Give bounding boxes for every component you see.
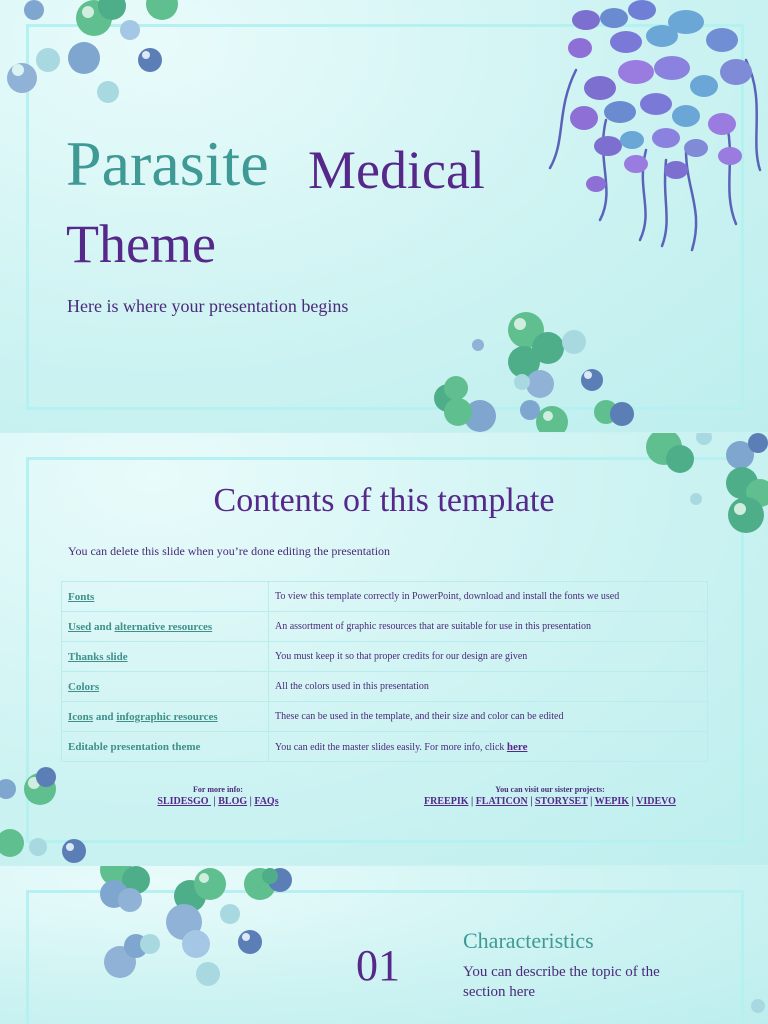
resource-description: You must keep it so that proper credits for our design are given (269, 642, 708, 672)
cover-slide (0, 0, 768, 432)
resource-name-cell (62, 582, 269, 612)
link-separator: | (527, 796, 535, 807)
bubbles-contents-bottom-left (0, 763, 100, 865)
bubbles-bottom-right-decoration (410, 300, 640, 432)
resource-description: These can be used in the template, and their size and color can be edited (269, 702, 708, 732)
link-separator: | (587, 796, 595, 807)
more-info-block (138, 785, 298, 807)
table-row (62, 612, 708, 642)
bubble-small-decoration (748, 994, 768, 1024)
fonts-link[interactable]: Fonts (68, 590, 95, 603)
resource-name-cell (62, 612, 269, 642)
editable-theme-label: Editable presentation theme (68, 740, 201, 753)
resource-description-cell (269, 732, 708, 762)
used-link[interactable]: Used (68, 620, 92, 633)
link-separator: | (629, 796, 637, 807)
icons-link[interactable]: Icons (68, 710, 94, 723)
and-text: and (91, 620, 115, 633)
resource-description: You can edit the master slides easily. For more info, click (275, 741, 507, 753)
cover-title-part3: Theme (66, 214, 216, 274)
freepik-link[interactable]: FREEPIK (424, 796, 469, 807)
and-text: and (93, 710, 117, 723)
resource-name-cell (62, 672, 269, 702)
cover-subtitle: Here is where your presentation begins (67, 296, 349, 316)
resource-name-cell (62, 732, 269, 762)
more-info-links (138, 796, 298, 807)
section-title: Characteristics (463, 928, 594, 953)
wepik-link[interactable]: WEPIK (594, 796, 630, 807)
section-description: You can describe the topic of the section here (463, 964, 660, 1000)
link-separator: | (211, 796, 219, 807)
resource-name-cell (62, 702, 269, 732)
resources-table (61, 581, 708, 762)
bubbles-top-left-decoration (0, 0, 200, 110)
alternative-resources-link[interactable]: alternative resources (114, 620, 213, 633)
contents-subtitle: You can delete this slide when you’re done editing the presentation (68, 544, 391, 558)
table-row (62, 642, 708, 672)
infographic-resources-link[interactable]: infographic resources (116, 710, 218, 723)
resource-name-cell (62, 642, 269, 672)
sister-projects-heading: You can visit our sister projects: (495, 785, 605, 794)
here-link[interactable]: here (506, 740, 528, 753)
table-row (62, 702, 708, 732)
faqs-link[interactable]: FAQs (254, 796, 279, 807)
link-separator: | (247, 796, 255, 807)
link-separator: | (468, 796, 476, 807)
slidesgo-link[interactable]: SLIDESGO (157, 796, 212, 807)
resource-description: An assortment of graphic resources that are suitable for use in this presentation (269, 612, 708, 642)
cover-title-part1: Parasite (66, 128, 269, 199)
contents-title: Contents of this template (213, 482, 555, 519)
cover-title-part2: Medical (308, 140, 485, 200)
table-row (62, 672, 708, 702)
videvo-link[interactable]: VIDEVO (636, 796, 676, 807)
more-info-heading: For more info: (193, 785, 243, 794)
table-row (62, 732, 708, 762)
thanks-slide-link[interactable]: Thanks slide (68, 650, 128, 663)
parasite-illustration (536, 0, 768, 262)
colors-link[interactable]: Colors (68, 680, 100, 693)
resource-description: To view this template correctly in PowerPoint, download and install the fonts we used (269, 582, 708, 612)
bubbles-section-decoration (80, 866, 300, 996)
sister-projects-block (390, 785, 710, 807)
blog-link[interactable]: BLOG (218, 796, 248, 807)
sister-projects-links (390, 796, 710, 807)
section-number: 01 (356, 941, 400, 990)
resource-description: All the colors used in this presentation (269, 672, 708, 702)
flaticon-link[interactable]: FLATICON (475, 796, 528, 807)
storyset-link[interactable]: STORYSET (534, 796, 588, 807)
table-row (62, 582, 708, 612)
